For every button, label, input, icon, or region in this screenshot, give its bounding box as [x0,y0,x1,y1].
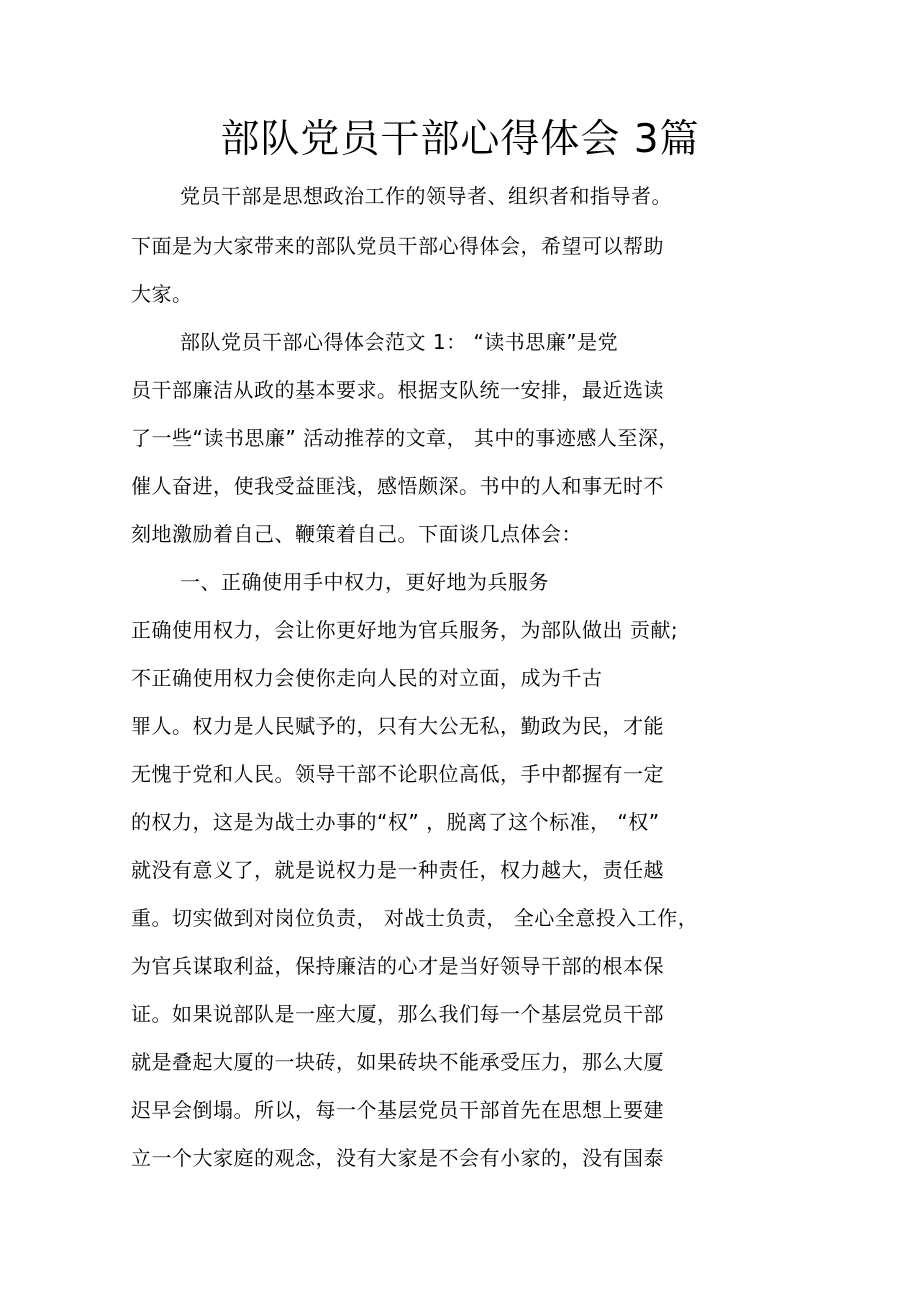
text-line: 部队党员干部心得体会范文 1： “读书思廉”是党 [180,330,619,354]
text-line: 为官兵谋取利益，保持廉洁的心才是当好领导干部的根本保 [131,954,664,978]
text-line: 不正确使用权力会使你走向人民的对立面，成为千古 [131,666,603,690]
text-line: 催人奋进，使我受益匪浅，感悟颇深。书中的人和事无时不 [131,474,664,498]
text-line: 就没有意义了，就是说权力是一种责任，权力越大，责任越 [131,858,664,882]
text-line: 无愧于党和人民。领导干部不论职位高低，手中都握有一定 [131,762,664,786]
text-line: 迟早会倒塌。所以，每一个基层党员干部首先在思想上要建 [131,1098,664,1122]
section-heading: 一、正确使用手中权力，更好地为兵服务 [180,570,549,594]
text-line: 刻地激励着自己、鞭策着自己。下面谈几点体会： [131,522,582,546]
text-line: 大家。 [131,282,193,306]
text-line: 党员干部是思想政治工作的领导者、组织者和指导者。 [180,184,672,208]
text-line: 重。切实做到对岗位负责， 对战士负责， 全心全意投入工作， [131,906,699,930]
document-title: 部队党员干部心得体会 3篇 [220,117,700,162]
text-line: 的权力，这是为战士办事的“权” ，脱离了这个标准， “权” [131,810,660,834]
text-line: 了一些“读书思廉” 活动推荐的文章， 其中的事迹感人至深， [131,426,679,450]
text-line: 员干部廉洁从政的基本要求。根据支队统一安排，最近选读 [131,378,664,402]
text-line: 正确使用权力，会让你更好地为官兵服务，为部队做出 贡献; [131,618,679,642]
text-line: 罪人。权力是人民赋予的，只有大公无私，勤政为民，才能 [131,714,664,738]
text-line: 就是叠起大厦的一块砖，如果砖块不能承受压力，那么大厦 [131,1050,664,1074]
text-line: 证。如果说部队是一座大厦，那么我们每一个基层党员干部 [131,1002,664,1026]
text-line: 下面是为大家带来的部队党员干部心得体会，希望可以帮助 [131,234,664,258]
text-line: 立一个大家庭的观念，没有大家是不会有小家的，没有国泰 [131,1146,664,1170]
